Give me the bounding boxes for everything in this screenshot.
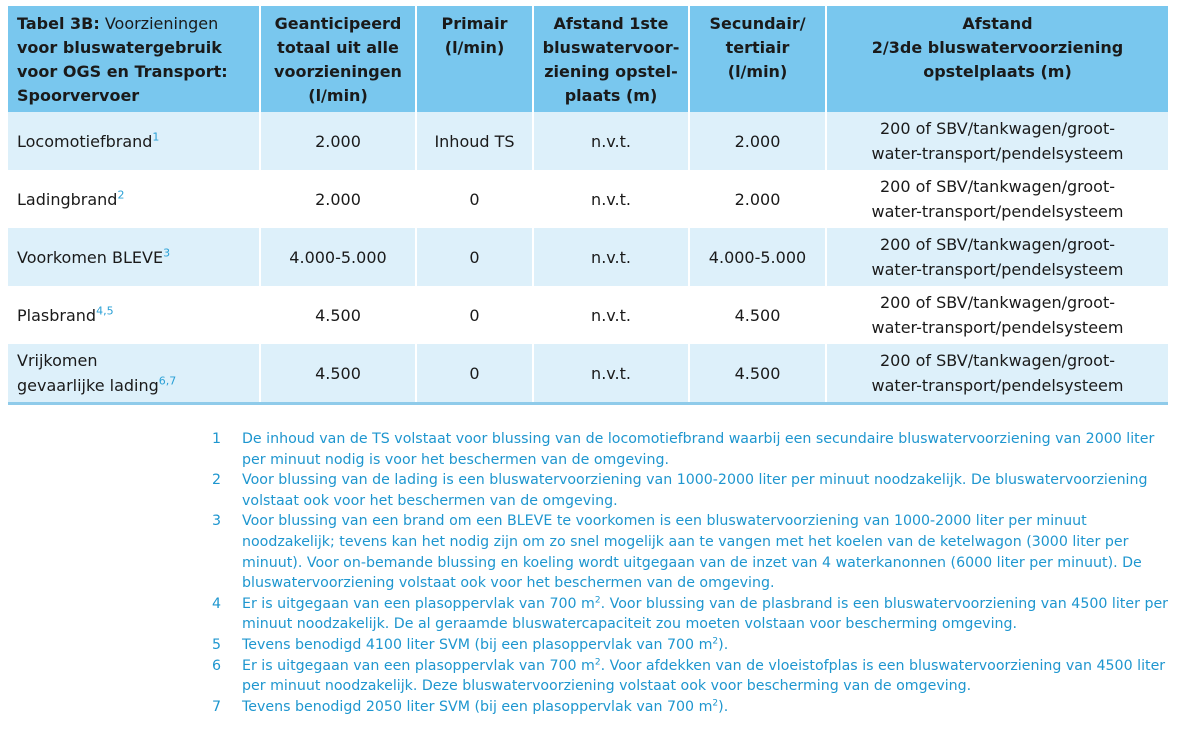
header-afstand1: [533, 6, 689, 112]
header-primair: [416, 6, 533, 112]
footnote-text: De inhoud van de TS volstaat voor blussing van de locomotiefbrand waarbij een secundaire bluswatervoorziening van 2000 liter per minuut nodig is voor het beschermen van de omgeving.: [242, 431, 1155, 468]
footnote-number: 1: [212, 431, 222, 447]
header-secundair-line3: (l/min): [727, 62, 788, 81]
cell-secundair: 4.000-5.000: [689, 228, 826, 286]
header-total: [260, 6, 416, 112]
header-afstand1-line4: plaats (m): [564, 86, 658, 105]
footnote-sup: 2: [712, 697, 719, 708]
footnote-number: 3: [212, 513, 222, 530]
header-afstand2-line1: Afstand: [962, 14, 1033, 33]
row-label-text: Ladingbrand: [17, 189, 118, 209]
cell-afstand2: [826, 228, 1168, 286]
header-total-line3: voorzieningen: [274, 62, 402, 81]
header-afstand1-line1: Afstand 1ste: [553, 14, 669, 33]
footnote-ref: 2: [117, 188, 125, 202]
footnote: [212, 429, 1172, 470]
cell-primair: 0: [416, 228, 533, 286]
cell-afstand2-line1: 200 of SBV/tankwagen/groot-: [879, 235, 1116, 254]
cell-afstand1: n.v.t.: [533, 286, 689, 344]
table-row: [8, 344, 1168, 404]
table-title-part1: Voorzieningen: [99, 14, 219, 33]
header-secundair-line1: Secundair/: [709, 14, 806, 33]
header-afstand2-line2: 2/3de bluswatervoorziening: [871, 38, 1124, 57]
footnote: [212, 635, 1172, 656]
footnote: [212, 511, 1172, 593]
header-afstand2: [826, 6, 1168, 112]
header-primair-line2: (l/min): [444, 38, 505, 57]
row-label-text-line2: gevaarlijke lading: [17, 376, 159, 395]
cell-total: 4.000-5.000: [260, 228, 416, 286]
footnote-text-a: Tevens benodigd 2050 liter SVM (bij een plasoppervlak van 700 m: [242, 698, 713, 715]
cell-primair: 0: [416, 286, 533, 344]
cell-afstand2: [826, 344, 1168, 404]
footnote-text-b: ).: [718, 636, 729, 653]
cell-afstand2: [826, 112, 1168, 170]
table-title: [8, 6, 260, 112]
cell-afstand2: [826, 286, 1168, 344]
cell-total: 2.000: [260, 170, 416, 228]
cell-primair: 0: [416, 344, 533, 404]
cell-afstand1: n.v.t.: [533, 228, 689, 286]
cell-total: 2.000: [260, 112, 416, 170]
table-row: [8, 112, 1168, 170]
cell-afstand1: n.v.t.: [533, 112, 689, 170]
footnote-sup: 2: [594, 656, 601, 667]
data-table: [8, 6, 1168, 405]
header-afstand2-line3: opstelplaats (m): [923, 62, 1072, 81]
header-total-line2: totaal uit alle: [277, 38, 399, 57]
header-afstand1-line2: bluswatervoor-: [542, 38, 680, 57]
footnote: [212, 656, 1172, 697]
table-row: [8, 228, 1168, 286]
footnote-text-b: ).: [718, 698, 729, 715]
table-title-line3: voor OGS en Transport:: [17, 62, 228, 81]
footnote-text: [242, 635, 1172, 656]
footnote-sup: 2: [594, 595, 601, 606]
cell-afstand2-line1: 200 of SBV/tankwagen/groot-: [879, 177, 1116, 196]
footnote-ref: 3: [163, 246, 171, 260]
cell-secundair: 2.000: [689, 112, 826, 170]
footnote-text: [242, 656, 1172, 697]
footnote-number: 4: [212, 595, 222, 612]
row-label: [8, 228, 260, 286]
footnote-ref: 1: [152, 130, 160, 144]
cell-secundair: 4.500: [689, 344, 826, 404]
footnote-sup: 2: [712, 636, 719, 647]
footnote-text-a: Er is uitgegaan van een plasoppervlak van 700 m: [242, 595, 595, 612]
footnote-text: Voor blussing van een brand om een BLEVE te voorkomen is een bluswatervoorziening van 1000-2000 liter per minuut noodzakelijk; tevens kan het nodig zijn om zo snel mogelijk aan te vangen met het koelen van de ketelwagon (3000 liter per minuut). Voor on-bemande blussing en koeling wordt uitgegaan van de inzet van 4 waterkanonnen (6000 liter per minuut). De bluswatervoorziening volstaat ook voor het beschermen van de omgeving.: [242, 513, 1142, 592]
footnote-text-a: Er is uitgegaan van een plasoppervlak van 700 m: [242, 657, 595, 674]
row-label: [8, 344, 260, 404]
table-row: [8, 286, 1168, 344]
row-label-text: Plasbrand: [17, 305, 97, 325]
cell-afstand2-line1: 200 of SBV/tankwagen/groot-: [879, 119, 1116, 138]
cell-primair: 0: [416, 170, 533, 228]
header-afstand1-line3: ziening opstel-: [544, 62, 678, 81]
cell-afstand2-line2: water-transport/pendelsysteem: [871, 202, 1124, 221]
header-total-line1: Geanticipeerd: [274, 14, 402, 33]
cell-primair: Inhoud TS: [416, 112, 533, 170]
footnote-text-b: . Voor blussing van de plasbrand is een bluswatervoorziening van 4500 liter per minuut noodzakelijk. De al geraamde bluswatercapaciteit zou moeten volstaan voor bescherming omgeving.: [242, 595, 1169, 633]
header-secundair: [689, 6, 826, 112]
cell-secundair: 4.500: [689, 286, 826, 344]
row-label: [8, 112, 260, 170]
footnote-text-a: Tevens benodigd 4100 liter SVM (bij een plasoppervlak van 700 m: [242, 636, 713, 653]
table-title-line4: Spoorvervoer: [17, 86, 140, 105]
cell-afstand2-line1: 200 of SBV/tankwagen/groot-: [879, 351, 1116, 370]
footnote-text-b: . Voor afdekken van de vloeistofplas is een bluswatervoorziening van 4500 liter per minuut noodzakelijk. Deze bluswatervoorziening volstaat ook voor bescherming van de omgeving.: [242, 657, 1166, 695]
footnote-ref: 4,5: [96, 304, 114, 318]
cell-total: 4.500: [260, 344, 416, 404]
footnote-number: 6: [212, 657, 222, 674]
cell-afstand2-line2: water-transport/pendelsysteem: [871, 144, 1124, 163]
row-label: [8, 286, 260, 344]
table-header-row: [8, 6, 1168, 112]
footnote-text: [242, 697, 1172, 718]
footnote: [212, 697, 1172, 718]
cell-afstand2-line2: water-transport/pendelsysteem: [871, 318, 1124, 337]
footnote-number: 7: [212, 698, 222, 715]
footnote-number: 2: [212, 472, 222, 489]
row-label: [8, 170, 260, 228]
header-primair-line1: Primair: [441, 14, 508, 33]
table-title-line2: voor bluswatergebruik: [17, 38, 222, 57]
row-label-text: Voorkomen BLEVE: [17, 247, 164, 267]
footnote-text: Voor blussing van de lading is een bluswatervoorziening van 1000-2000 liter per minuut noodzakelijk. De bluswatervoorziening volstaat ook voor het beschermen van de omgeving.: [242, 472, 1148, 509]
footnote-ref: 6,7: [158, 374, 177, 388]
table-row: [8, 170, 1168, 228]
header-total-line4: (l/min): [308, 86, 368, 105]
footnote: [212, 470, 1172, 511]
cell-afstand2-line2: water-transport/pendelsysteem: [871, 376, 1124, 395]
cell-afstand2: [826, 170, 1168, 228]
footnote: [212, 594, 1172, 635]
cell-afstand2-line2: water-transport/pendelsysteem: [871, 260, 1124, 279]
cell-afstand1: n.v.t.: [533, 344, 689, 404]
cell-afstand1: n.v.t.: [533, 170, 689, 228]
table-title-bold: Tabel 3B:: [17, 14, 100, 33]
header-secundair-line2: tertiair: [725, 38, 790, 57]
footnote-text: [242, 594, 1172, 635]
footnote-number: 5: [212, 636, 222, 653]
cell-total: 4.500: [260, 286, 416, 344]
footnotes: [212, 429, 1172, 717]
row-label-text: Locomotiefbrand: [17, 131, 153, 151]
row-label-text-line1: Vrijkomen: [17, 351, 98, 370]
cell-afstand2-line1: 200 of SBV/tankwagen/groot-: [879, 293, 1116, 312]
cell-secundair: 2.000: [689, 170, 826, 228]
